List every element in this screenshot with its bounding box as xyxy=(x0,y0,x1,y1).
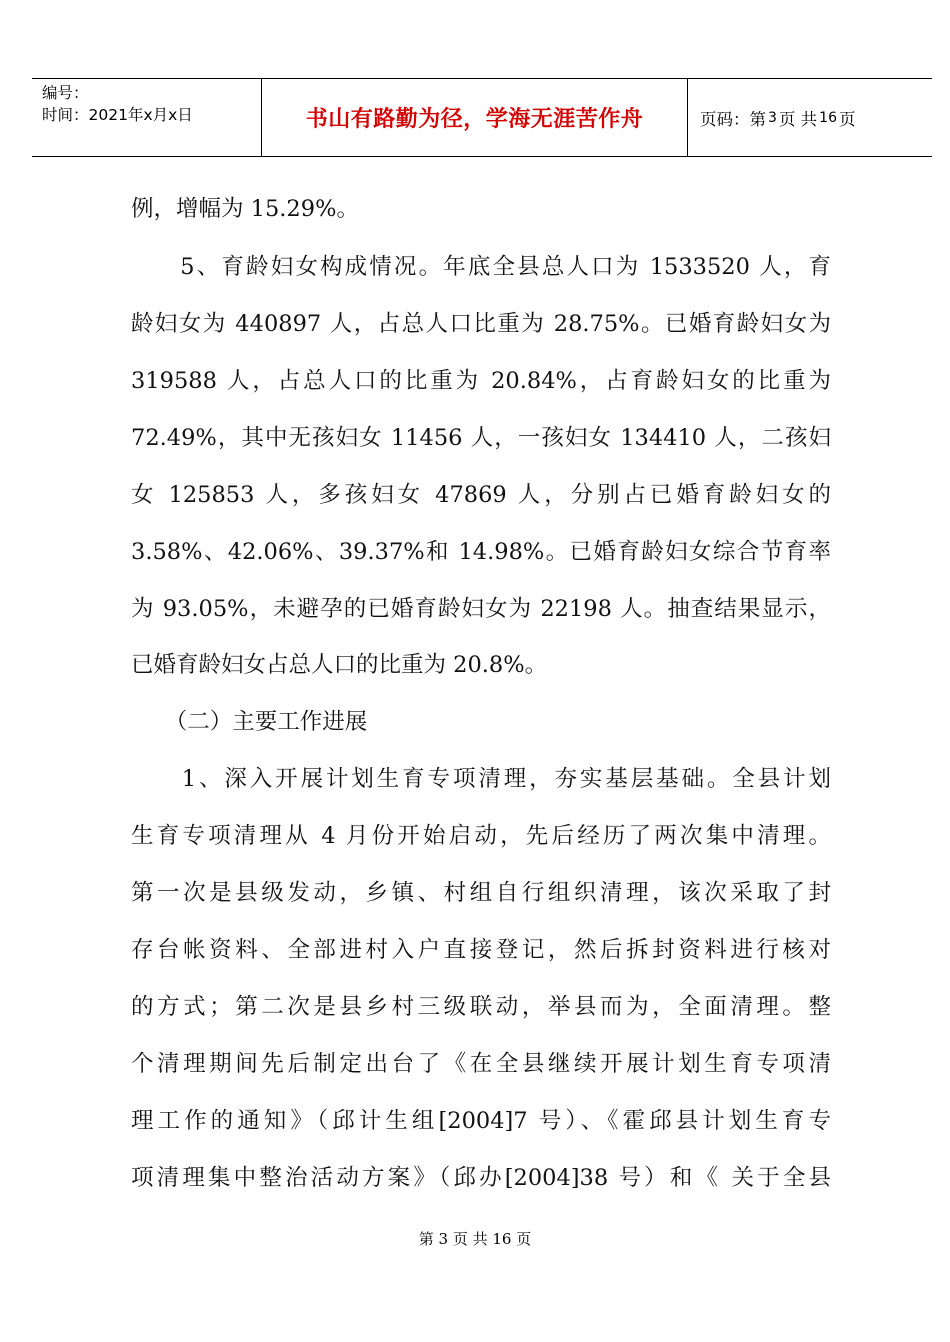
text-line: 72.49%，其中无孩妇女 11456 人，一孩妇女 134410 人，二孩妇 xyxy=(131,425,831,451)
text-line: 项清理集中整治活动方案》（邱办[2004]38 号）和《 关于全县 xyxy=(131,1165,831,1191)
text-line: 3.58%、42.06%、39.37%和 14.98%。已婚育龄妇女综合节育率 xyxy=(131,539,831,565)
document-number-label: 编号： xyxy=(42,84,89,102)
page-footer: 第 3 页 共 16 页 xyxy=(418,1230,532,1248)
text-line: 存台帐资料、全部进村入户直接登记，然后拆封资料进行核对 xyxy=(131,937,831,963)
text-line: 1、深入开展计划生育专项清理，夯实基层基础。全县计划 xyxy=(131,766,831,792)
page-header xyxy=(32,78,932,157)
page-suffix: 页 xyxy=(839,109,856,129)
page-mid: 页 共 xyxy=(778,109,818,129)
text-line: 女 125853 人，多孩妇女 47869 人，分别占已婚育龄妇女的 xyxy=(131,482,831,508)
page-total: 16 xyxy=(819,109,837,126)
text-line: 个清理期间先后制定出台了《在全县继续开展计划生育专项清 xyxy=(131,1051,831,1077)
text-line: 5、育龄妇女构成情况。年底全县总人口为 1533520 人，育 xyxy=(131,254,831,280)
text-line: 的方式；第二次是县乡村三级联动，举县而为，全面清理。整 xyxy=(131,994,831,1020)
header-motto: 书山有路勤为径，学海无涯苦作舟 xyxy=(305,107,644,132)
text-line: 例，增幅为 15.29%。 xyxy=(131,196,359,222)
text-line: 理工作的通知》（邱计生组[2004]7 号）、《霍邱县计划生育专 xyxy=(131,1108,831,1134)
document-date: 时间：2021年x月x日 xyxy=(42,106,193,124)
section-heading: （二）主要工作进展 xyxy=(131,709,368,735)
page-prefix: 页码：第 xyxy=(700,109,766,129)
text-line: 为 93.05%，未避孕的已婚育龄妇女为 22198 人。抽查结果显示， xyxy=(131,596,831,622)
header-divider xyxy=(687,79,688,156)
header-meta xyxy=(42,82,193,126)
page-current: 3 xyxy=(768,109,777,126)
header-page-indicator xyxy=(700,79,856,156)
text-line: 龄妇女为 440897 人，占总人口比重为 28.75%。已婚育龄妇女为 xyxy=(131,311,831,337)
text-line: 生育专项清理从 4 月份开始启动，先后经历了两次集中清理。 xyxy=(131,823,831,849)
text-line: 319588 人，占总人口的比重为 20.84%，占育龄妇女的比重为 xyxy=(131,368,831,394)
text-line: 第一次是县级发动，乡镇、村组自行组织清理，该次采取了封 xyxy=(131,880,831,906)
text-line: 已婚育龄妇女占总人口的比重为 20.8%。 xyxy=(131,652,548,678)
